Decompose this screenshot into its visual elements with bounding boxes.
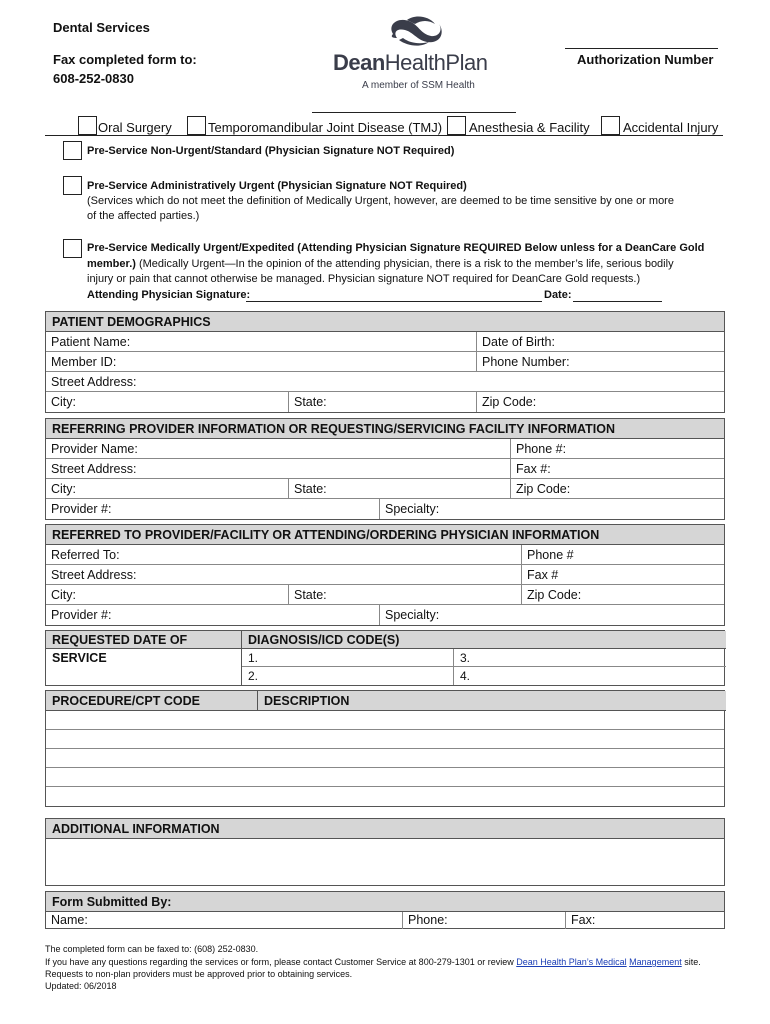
non-urgent-checkbox[interactable] bbox=[63, 141, 82, 160]
patient-demographics-heading: PATIENT DEMOGRAPHICS bbox=[46, 312, 724, 332]
accidental-injury-checkbox[interactable] bbox=[601, 116, 620, 135]
diagnosis-4-field[interactable]: 4. bbox=[460, 669, 471, 683]
submitted-phone-field[interactable]: Phone: bbox=[402, 912, 565, 929]
patient-phone-field[interactable]: Phone Number: bbox=[476, 352, 726, 372]
admin-urgent-title: Pre-Service Administratively Urgent (Physician Signature NOT Required) bbox=[87, 180, 467, 192]
patient-street-field[interactable]: Street Address: bbox=[51, 375, 137, 389]
patient-city-field[interactable]: City: bbox=[51, 395, 76, 409]
referred-fax-field[interactable]: Fax # bbox=[521, 565, 726, 585]
header-divider bbox=[312, 112, 516, 113]
oral-surgery-checkbox[interactable] bbox=[78, 116, 97, 135]
referred-row-1 bbox=[46, 545, 724, 565]
dean-health-plan-logo bbox=[330, 14, 505, 94]
requested-date-heading: REQUESTED DATE OF SERVICE bbox=[46, 631, 242, 649]
referring-state-field[interactable]: State: bbox=[288, 479, 510, 499]
diagnosis-3-field[interactable]: 3. bbox=[454, 649, 726, 667]
auth-number-label: Authorization Number bbox=[577, 52, 714, 67]
referred-street-field[interactable]: Street Address: bbox=[51, 568, 137, 582]
referring-specialty-field[interactable]: Specialty: bbox=[379, 499, 726, 519]
additional-info-field[interactable] bbox=[46, 839, 724, 885]
diagnosis-1-field[interactable]: 1. bbox=[242, 649, 454, 667]
referred-zip-field[interactable]: Zip Code: bbox=[521, 585, 726, 605]
patient-row-2 bbox=[46, 352, 724, 372]
anesthesia-facility-label: Anesthesia & Facility bbox=[469, 120, 590, 135]
fax-label: Fax completed form to: bbox=[53, 52, 197, 67]
referred-to-section bbox=[45, 524, 725, 626]
logo-mark-icon bbox=[385, 14, 445, 48]
medical-management-link[interactable]: Dean Health Plan’s Medical bbox=[516, 957, 627, 967]
accidental-injury-label: Accidental Injury bbox=[623, 120, 719, 135]
requested-date-field[interactable] bbox=[46, 649, 242, 685]
referred-phone-field[interactable]: Phone # bbox=[521, 545, 726, 565]
procedure-section bbox=[45, 690, 725, 807]
footer-contact-note: If you have any questions regarding the services or form, please contact Customer Service at 800-279-1301 or review Dean Health Plan’s Medical Management site. bbox=[45, 957, 701, 967]
logo-tagline: A member of SSM Health bbox=[362, 80, 475, 91]
patient-name-field[interactable]: Patient Name: bbox=[51, 335, 131, 349]
referring-fax-field[interactable]: Fax #: bbox=[510, 459, 726, 479]
referring-row-2 bbox=[46, 459, 724, 479]
tmj-checkbox[interactable] bbox=[187, 116, 206, 135]
referring-row-3 bbox=[46, 479, 724, 499]
referred-to-heading: REFERRED TO PROVIDER/FACILITY OR ATTENDING/ORDERING PHYSICIAN INFORMATION bbox=[46, 525, 724, 545]
logo-wordmark: DeanHealthPlan bbox=[333, 50, 488, 75]
submitted-name-field[interactable]: Name: bbox=[51, 913, 88, 927]
fax-number: 608-252-0830 bbox=[53, 71, 134, 86]
member-id-field[interactable]: Member ID: bbox=[51, 355, 117, 369]
diagnosis-heading: DIAGNOSIS/ICD CODE(S) bbox=[242, 631, 726, 649]
physician-signature-label: Attending Physician Signature: bbox=[87, 289, 251, 301]
procedure-row[interactable] bbox=[46, 711, 724, 730]
referring-row-4 bbox=[46, 499, 724, 519]
signature-date-field[interactable] bbox=[573, 301, 662, 302]
oral-surgery-label: Oral Surgery bbox=[98, 120, 172, 135]
referring-city-field[interactable]: City: bbox=[51, 482, 76, 496]
referring-provider-section bbox=[45, 418, 725, 520]
physician-signature-field[interactable] bbox=[246, 301, 542, 302]
medically-urgent-checkbox[interactable] bbox=[63, 239, 82, 258]
referring-phone-field[interactable]: Phone #: bbox=[510, 439, 726, 459]
procedure-row[interactable] bbox=[46, 730, 724, 749]
patient-row-1 bbox=[46, 332, 724, 352]
submitted-by-section bbox=[45, 891, 725, 929]
patient-demographics-section bbox=[45, 311, 725, 413]
referred-row-3 bbox=[46, 585, 724, 605]
admin-urgent-desc-2: of the affected parties.) bbox=[87, 210, 200, 222]
procedure-code-heading: PROCEDURE/CPT CODE bbox=[46, 691, 258, 711]
submitted-by-heading: Form Submitted By: bbox=[46, 892, 724, 912]
form-title: Dental Services bbox=[53, 20, 150, 35]
dob-field[interactable]: Date of Birth: bbox=[476, 332, 726, 352]
procedure-row[interactable] bbox=[46, 749, 724, 768]
submitted-by-row bbox=[46, 912, 724, 929]
non-urgent-label: Pre-Service Non-Urgent/Standard (Physician Signature NOT Required) bbox=[87, 145, 455, 157]
procedure-description-heading: DESCRIPTION bbox=[258, 691, 726, 711]
management-link[interactable]: Management bbox=[629, 957, 682, 967]
medically-urgent-desc-2: injury or pain that cannot otherwise be managed. Physician signature NOT required for DeanCare Gold requests.) bbox=[87, 273, 641, 285]
tmj-label: Temporomandibular Joint Disease (TMJ) bbox=[208, 120, 443, 135]
auth-number-line bbox=[565, 48, 718, 49]
procedure-row[interactable] bbox=[46, 787, 724, 806]
submitted-fax-field[interactable]: Fax: bbox=[565, 912, 726, 929]
medically-urgent-title: Pre-Service Medically Urgent/Expedited (Attending Physician Signature REQUIRED Below unless for a DeanCare Gold bbox=[87, 242, 705, 254]
admin-urgent-checkbox[interactable] bbox=[63, 176, 82, 195]
additional-info-section bbox=[45, 818, 725, 886]
referred-to-field[interactable]: Referred To: bbox=[51, 548, 120, 562]
referred-state-field[interactable]: State: bbox=[288, 585, 521, 605]
footer-nonplan-note: Requests to non-plan providers must be approved prior to obtaining services. bbox=[45, 969, 353, 979]
patient-row-3 bbox=[46, 372, 724, 392]
referred-specialty-field[interactable]: Specialty: bbox=[379, 605, 726, 625]
anesthesia-facility-checkbox[interactable] bbox=[447, 116, 466, 135]
referred-provider-number-field[interactable]: Provider #: bbox=[51, 608, 112, 622]
service-type-rule bbox=[45, 135, 723, 136]
footer-updated: Updated: 06/2018 bbox=[45, 981, 117, 991]
patient-zip-field[interactable]: Zip Code: bbox=[476, 392, 726, 412]
referred-row-4 bbox=[46, 605, 724, 625]
patient-row-4 bbox=[46, 392, 724, 412]
referred-city-field[interactable]: City: bbox=[51, 588, 76, 602]
referring-street-field[interactable]: Street Address: bbox=[51, 462, 137, 476]
referring-provider-heading: REFERRING PROVIDER INFORMATION OR REQUESTING/SERVICING FACILITY INFORMATION bbox=[46, 419, 724, 439]
referring-zip-field[interactable]: Zip Code: bbox=[510, 479, 726, 499]
signature-date-label: Date: bbox=[544, 289, 572, 301]
referring-provider-name-field[interactable]: Provider Name: bbox=[51, 442, 138, 456]
patient-state-field[interactable]: State: bbox=[288, 392, 476, 412]
additional-info-heading: ADDITIONAL INFORMATION bbox=[46, 819, 724, 839]
procedure-row[interactable] bbox=[46, 768, 724, 787]
referring-row-1 bbox=[46, 439, 724, 459]
referring-provider-number-field[interactable]: Provider #: bbox=[51, 502, 112, 516]
referred-row-2 bbox=[46, 565, 724, 585]
diagnosis-2-field[interactable]: 2. bbox=[242, 667, 454, 685]
footer-fax-note: The completed form can be faxed to: (608) 252-0830. bbox=[45, 944, 259, 954]
admin-urgent-desc-1: (Services which do not meet the definition of Medically Urgent, however, are deemed to be time sensitive by one or more bbox=[87, 195, 674, 207]
medically-urgent-desc-1: member.) (Medically Urgent—In the opinion of the attending physician, there is a risk to the member’s life, serious bodily bbox=[87, 258, 674, 270]
service-date-diagnosis-section bbox=[45, 630, 725, 686]
